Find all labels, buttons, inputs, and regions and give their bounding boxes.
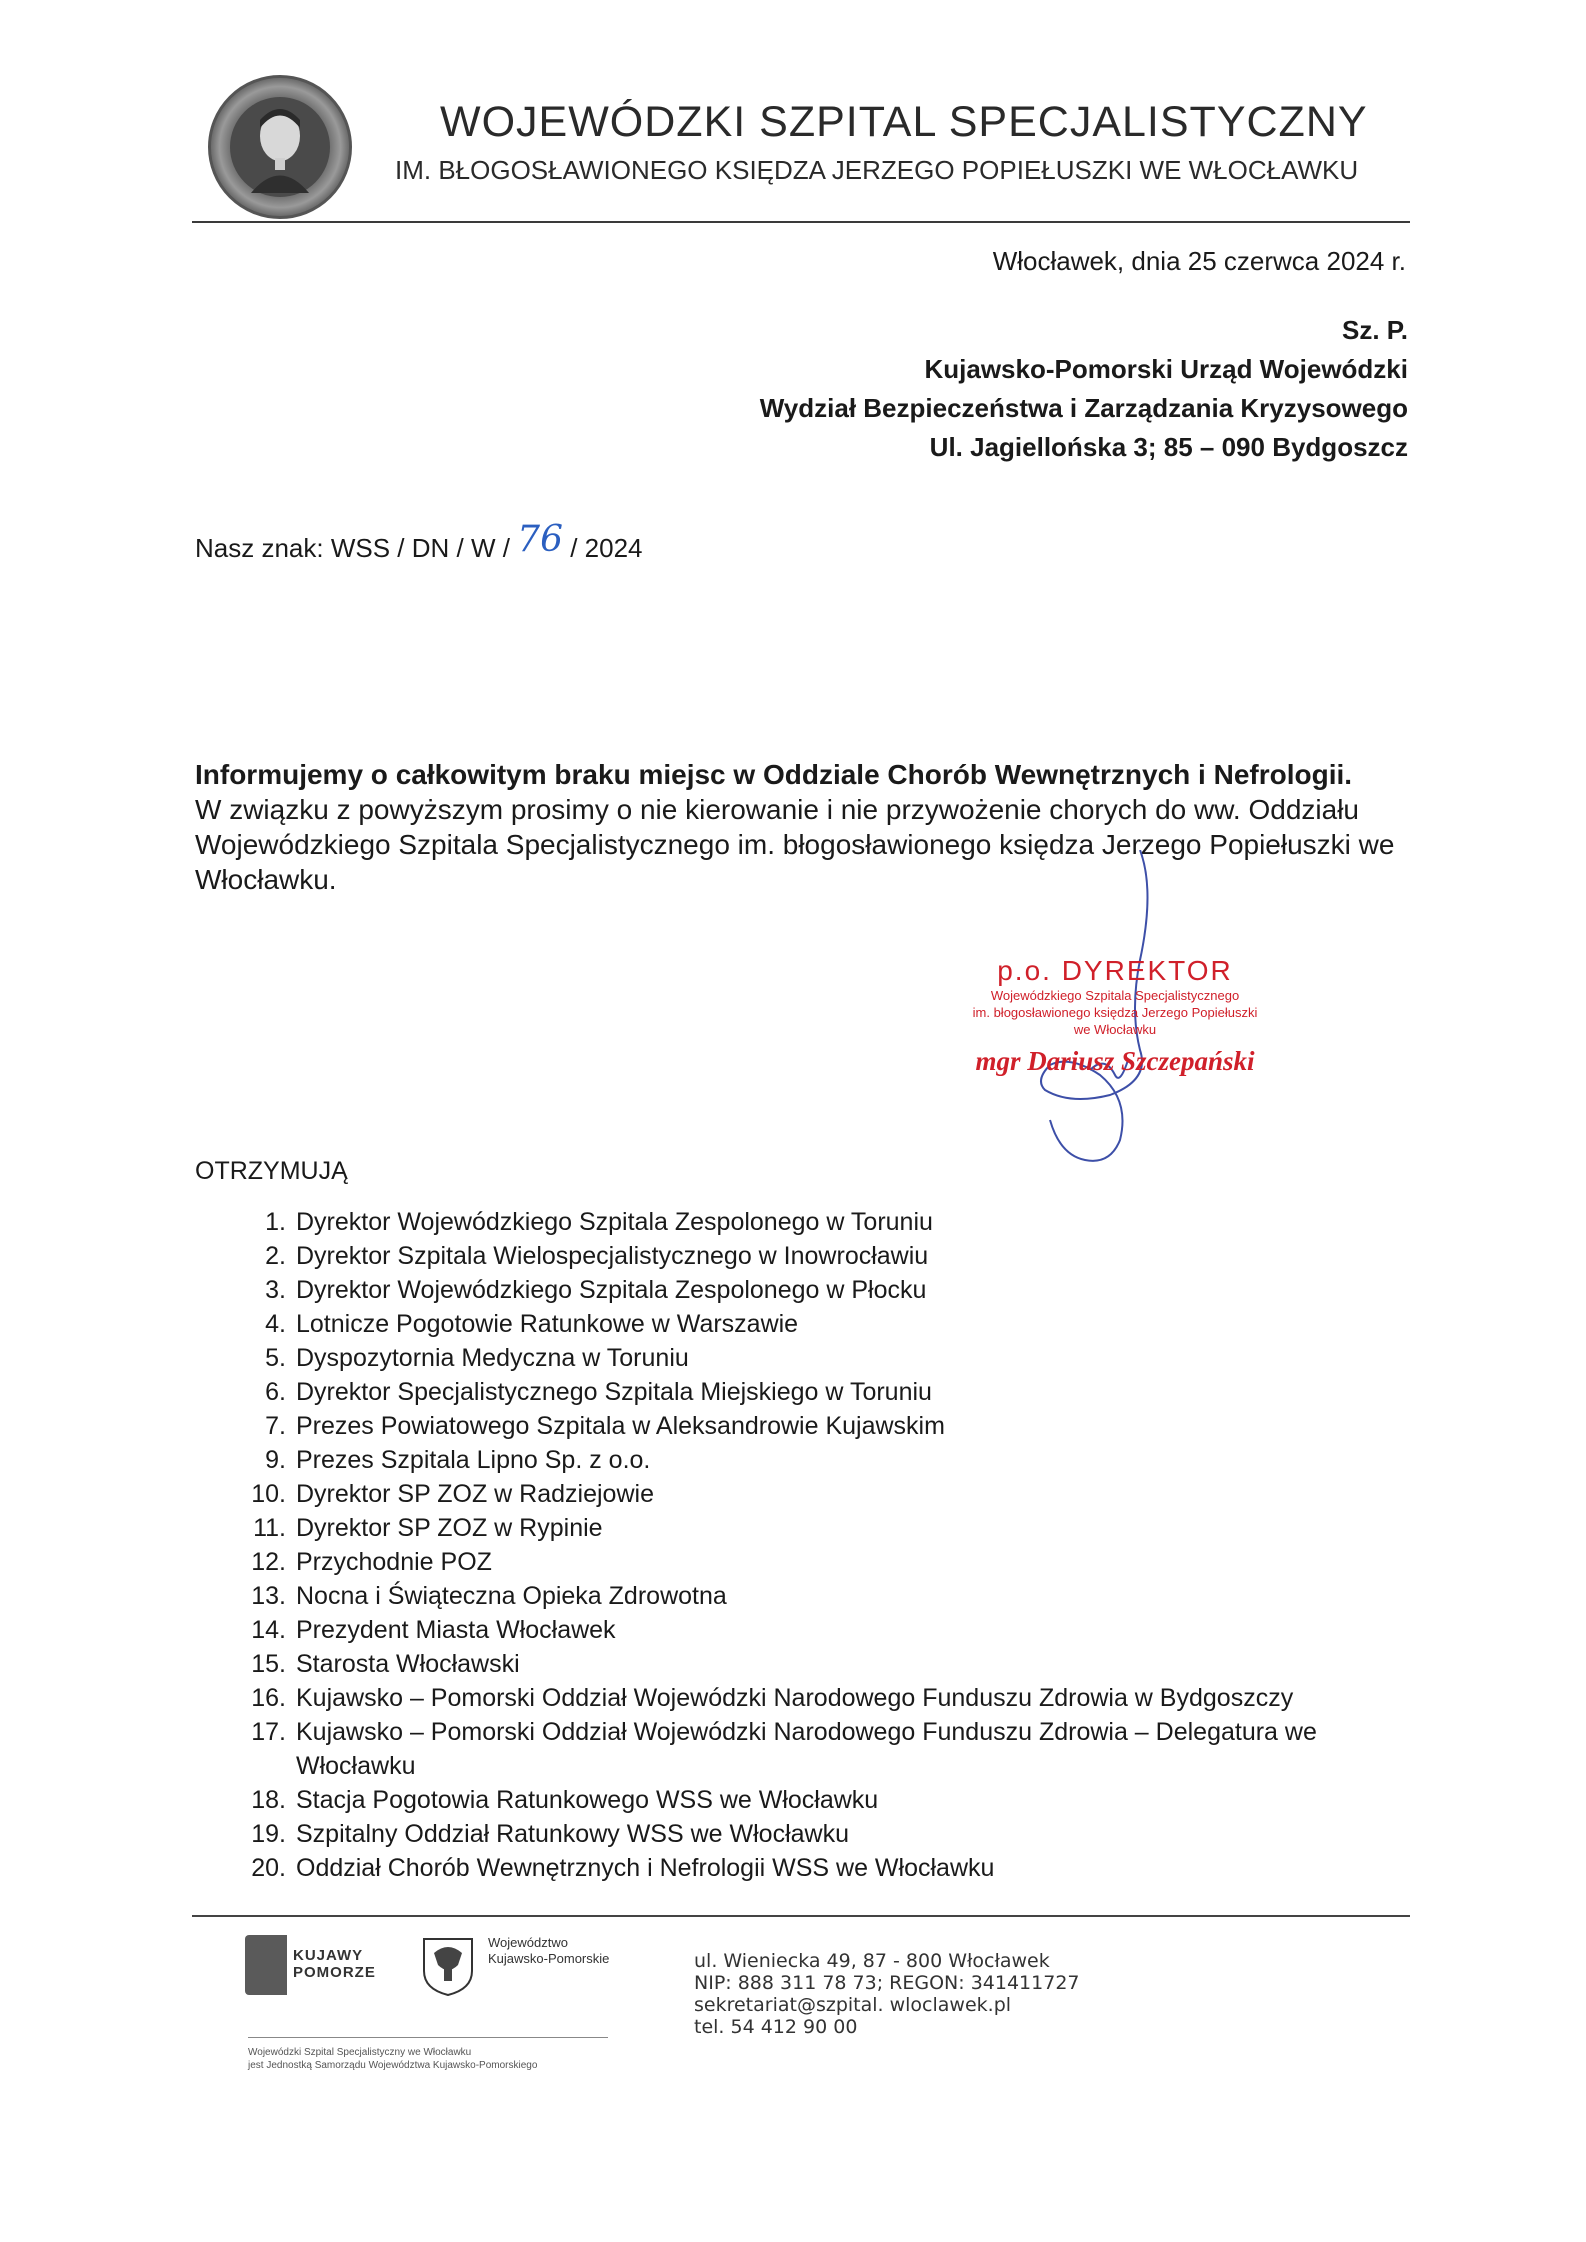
recipient-name: Kujawsko – Pomorski Oddział Wojewódzki Narodowego Funduszu Zdrowia w Bydgoszczy bbox=[296, 1684, 1294, 1712]
recipient-number: 18. bbox=[251, 1786, 286, 1814]
recipient-item bbox=[230, 1511, 1420, 1545]
recipient-item bbox=[230, 1681, 1420, 1715]
recipient-item bbox=[230, 1409, 1420, 1443]
stamp-signatory-name: mgr Dariusz Szczepański bbox=[975, 1046, 1255, 1076]
recipient-item bbox=[230, 1715, 1420, 1783]
recipient-item bbox=[230, 1545, 1420, 1579]
addressee-office: Kujawsko-Pomorski Urząd Wojewódzki bbox=[924, 354, 1408, 384]
reference-handwritten-number: 76 bbox=[517, 519, 563, 560]
recipient-number: 3. bbox=[265, 1276, 286, 1304]
recipient-item bbox=[230, 1613, 1420, 1647]
recipient-number: 19. bbox=[251, 1820, 286, 1848]
voivodeship-line-1: Województwo bbox=[488, 1935, 568, 1950]
recipient-name: Prezes Powiatowego Szpitala w Aleksandrowie Kujawskim bbox=[296, 1412, 945, 1440]
recipient-name: Oddział Chorób Wewnętrznych i Nefrologii WSS we Włocławku bbox=[296, 1854, 995, 1882]
recipient-name: Starosta Włocławski bbox=[296, 1650, 520, 1678]
hospital-seal-logo bbox=[208, 75, 352, 219]
hospital-name: WOJEWÓDZKI SZPITAL SPECJALISTYCZNY bbox=[440, 98, 1368, 146]
recipient-number: 11. bbox=[253, 1514, 286, 1542]
stamp-line-1: Wojewódzkiego Szpitala Specjalistycznego bbox=[990, 988, 1240, 1003]
director-stamp bbox=[925, 955, 1305, 1077]
recipient-name: Lotnicze Pogotowie Ratunkowe w Warszawie bbox=[296, 1310, 799, 1338]
recipient-name: Dyrektor Szpitala Wielospecjalistycznego w Inowrocławiu bbox=[296, 1242, 929, 1270]
recipient-item bbox=[230, 1477, 1420, 1511]
recipient-item bbox=[230, 1851, 1420, 1885]
footer-address: ul. Wieniecka 49, 87 - 800 Włocławek bbox=[694, 1950, 1050, 1972]
reference-suffix: / 2024 bbox=[570, 533, 643, 563]
addressee-salutation: Sz. P. bbox=[1341, 315, 1408, 345]
recipient-item bbox=[230, 1375, 1420, 1409]
recipient-name: Dyrektor SP ZOZ w Radziejowie bbox=[296, 1480, 654, 1508]
footer-contact bbox=[694, 1950, 1080, 2038]
kujawy-logo-line-1: KUJAWY bbox=[293, 1947, 364, 1964]
footer-note bbox=[248, 2046, 537, 2072]
recipient-item bbox=[230, 1817, 1420, 1851]
reference-number bbox=[195, 519, 643, 566]
recipients-list bbox=[230, 1205, 1420, 1885]
recipient-item bbox=[230, 1273, 1420, 1307]
recipient-number: 9. bbox=[265, 1446, 286, 1474]
body-lead: Informujemy o całkowitym braku miejsc w Oddziale Chorób Wewnętrznych i Nefrologii. bbox=[195, 759, 1353, 790]
kujawy-logo-mark bbox=[245, 1935, 287, 1995]
footer-email: sekretariat@szpital. wloclawek.pl bbox=[694, 1994, 1012, 2016]
recipient-number: 10. bbox=[251, 1480, 286, 1508]
kujawy-pomorze-logo bbox=[245, 1935, 395, 1995]
hospital-patron: IM. BŁOGOSŁAWIONEGO KSIĘDZA JERZEGO POPIEŁUSZKI WE WŁOCŁAWKU bbox=[395, 155, 1359, 185]
kujawy-logo-line-2: POMORZE bbox=[293, 1964, 376, 1981]
recipient-number: 4. bbox=[265, 1310, 286, 1338]
recipient-name: Dyrektor Specjalistycznego Szpitala Miejskiego w Toruniu bbox=[296, 1378, 932, 1406]
footer-note-line-2: jest Jednostką Samorządu Województwa Kujawsko-Pomorskiego bbox=[248, 2060, 538, 2071]
recipient-number: 12. bbox=[251, 1548, 286, 1576]
addressee-address: Ul. Jagiellońska 3; 85 – 090 Bydgoszcz bbox=[929, 432, 1408, 462]
footer-divider bbox=[192, 1915, 1410, 1917]
portrait-icon bbox=[211, 78, 349, 216]
recipient-name: Przychodnie POZ bbox=[296, 1548, 492, 1576]
recipient-item bbox=[230, 1579, 1420, 1613]
recipient-number: 15. bbox=[251, 1650, 286, 1678]
recipient-item bbox=[230, 1443, 1420, 1477]
footer-note-line-1: Wojewódzki Szpital Specjalistyczny we Włocławku bbox=[248, 2047, 472, 2058]
recipient-item bbox=[230, 1783, 1420, 1817]
stamp-line-2: im. błogosławionego księdza Jerzego Popiełuszki bbox=[972, 1005, 1258, 1020]
letter-date: Włocławek, dnia 25 czerwca 2024 r. bbox=[992, 246, 1406, 276]
recipient-number: 6. bbox=[265, 1378, 286, 1406]
recipient-number: 5. bbox=[265, 1344, 286, 1372]
header-divider bbox=[192, 221, 1410, 223]
recipient-item bbox=[230, 1205, 1420, 1239]
recipient-item bbox=[230, 1341, 1420, 1375]
recipients-heading: OTRZYMUJĄ bbox=[195, 1157, 348, 1185]
recipient-number: 17. bbox=[251, 1718, 286, 1746]
recipient-name: Kujawsko – Pomorski Oddział Wojewódzki Narodowego Funduszu Zdrowia – Delegatura we Włocławku bbox=[296, 1718, 1317, 1780]
recipient-name: Nocna i Świąteczna Opieka Zdrowotna bbox=[296, 1582, 727, 1610]
reference-prefix: Nasz znak: WSS / DN / W / bbox=[195, 533, 510, 563]
stamp-line-3: we Włocławku bbox=[1073, 1022, 1157, 1037]
body-paragraph: W związku z powyższym prosimy o nie kierowanie i nie przywożenie chorych do ww. Oddziału Wojewódzkiego Szpitala Specjalistycznego im. błogosławionego księdza Jerzego Popiełuszki we Włocławku. bbox=[195, 794, 1395, 895]
recipient-name: Prezes Szpitala Lipno Sp. z o.o. bbox=[296, 1446, 651, 1474]
recipient-name: Prezydent Miasta Włocławek bbox=[296, 1616, 616, 1644]
recipient-number: 14. bbox=[251, 1616, 286, 1644]
recipient-number: 2. bbox=[265, 1242, 286, 1270]
recipient-item bbox=[230, 1239, 1420, 1273]
recipient-number: 7. bbox=[265, 1412, 286, 1440]
recipient-name: Dyrektor Wojewódzkiego Szpitala Zespolonego w Płocku bbox=[296, 1276, 927, 1304]
recipient-item bbox=[230, 1647, 1420, 1681]
stamp-title: p.o. DYREKTOR bbox=[997, 955, 1233, 986]
recipient-number: 16. bbox=[251, 1684, 286, 1712]
coat-of-arms-icon bbox=[420, 1935, 476, 1997]
recipient-number: 20. bbox=[251, 1854, 286, 1882]
recipient-number: 1. bbox=[265, 1208, 286, 1236]
footer-note-divider bbox=[248, 2037, 608, 2038]
recipient-name: Stacja Pogotowia Ratunkowego WSS we Włocławku bbox=[296, 1786, 879, 1814]
recipient-name: Dyspozytornia Medyczna w Toruniu bbox=[296, 1344, 689, 1372]
recipient-name: Dyrektor Wojewódzkiego Szpitala Zespolonego w Toruniu bbox=[296, 1208, 933, 1236]
recipient-name: Dyrektor SP ZOZ w Rypinie bbox=[296, 1514, 603, 1542]
voivodeship-logo bbox=[420, 1935, 610, 2002]
addressee-department: Wydział Bezpieczeństwa i Zarządzania Kryzysowego bbox=[759, 393, 1408, 423]
letter-body bbox=[195, 757, 1415, 897]
footer-tax-ids: NIP: 888 311 78 73; REGON: 341411727 bbox=[694, 1972, 1080, 1994]
recipient-item bbox=[230, 1307, 1420, 1341]
recipient-number: 13. bbox=[251, 1582, 286, 1610]
recipient-name: Szpitalny Oddział Ratunkowy WSS we Włocławku bbox=[296, 1820, 849, 1848]
footer-phone: tel. 54 412 90 00 bbox=[694, 2016, 858, 2038]
voivodeship-line-2: Kujawsko-Pomorskie bbox=[488, 1951, 610, 1966]
